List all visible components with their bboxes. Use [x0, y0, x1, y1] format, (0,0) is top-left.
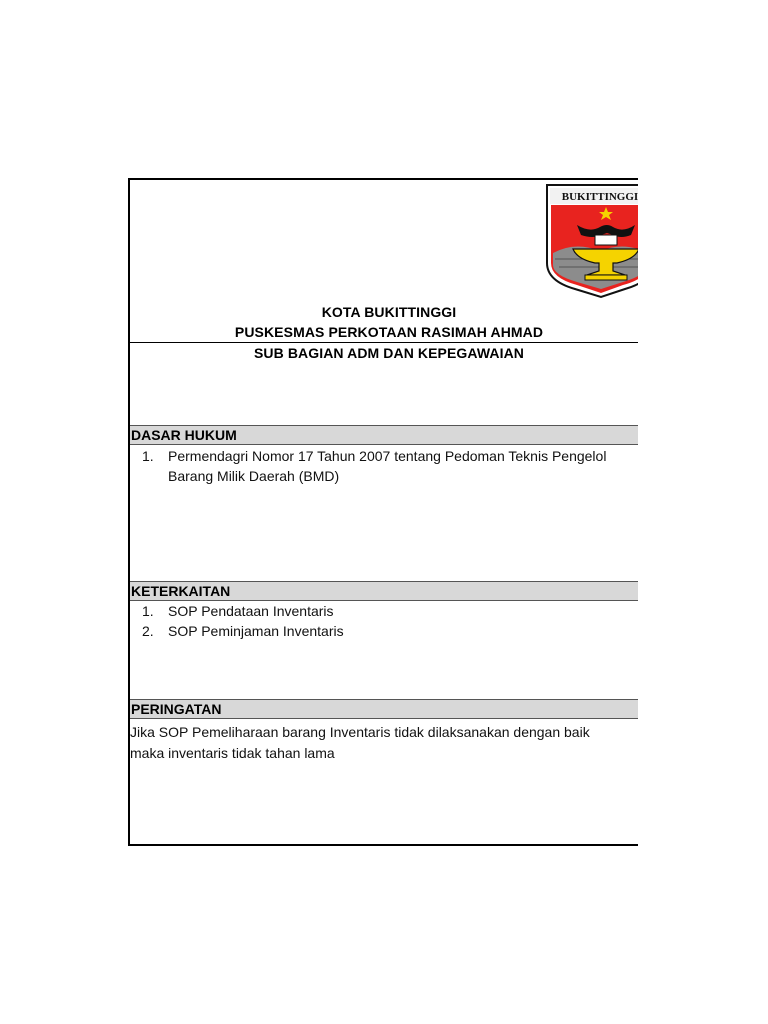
header-divider	[130, 342, 648, 343]
page-crop-edge	[638, 170, 768, 870]
peringatan-text-line2: maka inventaris tidak tahan lama	[130, 745, 335, 761]
section-peringatan-title: PERINGATAN	[130, 699, 648, 719]
list-item	[130, 601, 648, 621]
sop-document-sheet	[128, 178, 648, 846]
list-item-text: Permendagri Nomor 17 Tahun 2007 tentang Pedoman Teknis Pengelol	[168, 448, 607, 464]
keterkaitan-list	[130, 601, 648, 641]
section-keterkaitan-title: KETERKAITAN	[130, 581, 648, 601]
list-item	[130, 621, 648, 641]
header-city: KOTA BUKITTINGGI	[321, 304, 457, 320]
list-item-text: SOP Peminjaman Inventaris	[168, 623, 344, 639]
list-item-number: 2.	[142, 623, 154, 639]
list-item-text: SOP Pendataan Inventaris	[168, 603, 334, 619]
list-item	[130, 446, 648, 486]
header-division: SUB BAGIAN ADM DAN KEPEGAWAIAN	[253, 345, 525, 361]
dasar-hukum-list	[130, 446, 648, 486]
list-item-number: 1.	[142, 448, 154, 464]
peringatan-text-line1: Jika SOP Pemeliharaan barang Inventaris tidak dilaksanakan dengan baik	[130, 724, 590, 740]
list-item-number: 1.	[142, 603, 154, 619]
emblem-banner-text: BUKITTINGGI	[561, 191, 639, 203]
list-item-text-continued: Barang Milik Daerah (BMD)	[168, 468, 340, 484]
header-institution: PUSKESMAS PERKOTAAN RASIMAH AHMAD	[234, 324, 544, 340]
section-dasar-hukum-title: DASAR HUKUM	[130, 425, 648, 445]
